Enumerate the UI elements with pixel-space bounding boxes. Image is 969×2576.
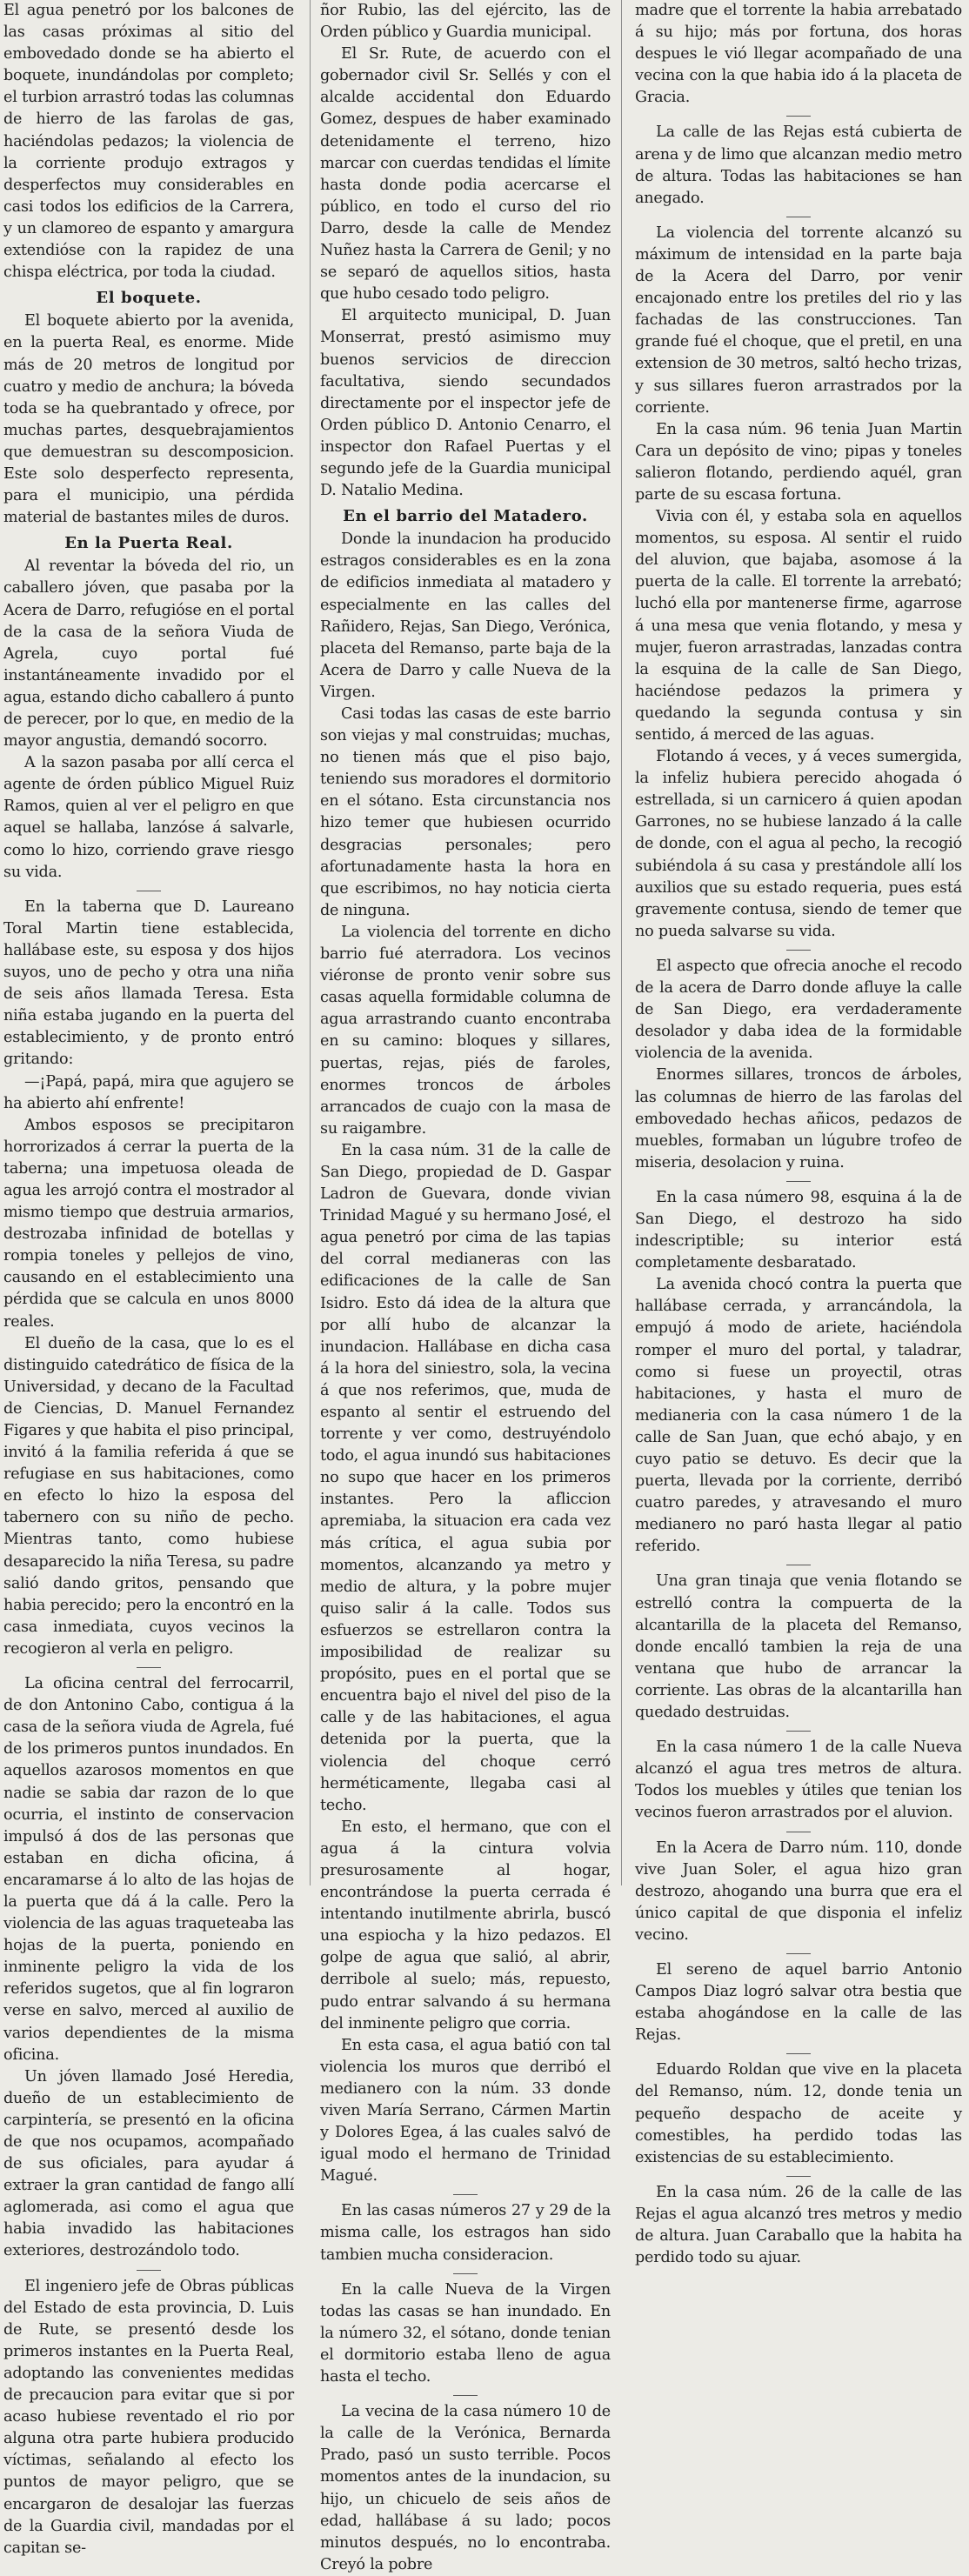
article-paragraph: En la casa número 1 de la calle Nueva alcanzó el agua tres metros de altura. Todos los muebles y útiles que tenian los vecinos fueron arrastrados por el aluvion. xyxy=(635,1738,962,1822)
article-paragraph: En la casa núm. 31 de la calle de San Diego, propiedad de D. Gaspar Ladron de Guevara, donde vivian Trinidad Magué y su hermano José, el agua penetró por cima de las tapias del corral medianeras con las edificaciones de la calle de San Isidro. Esto dá idea de la altura que por allí hubo de alcanzar la inundacion. Hallábase en dicha casa á la hora del siniestro, sola, la vecina á que nos referimos, que, muda de espanto al sentir el estruendo del torrente y ver como, destruyéndolo todo, el agua inundó sus habitaciones no supo que hacer en los primeros instantes. Pero la afliccion apremiaba, la situacion era cada vez más crítica, el agua subia por momentos, alcanzando ya metro y medio de altura, y la pobre mujer quiso salir á la calle. Todos sus esfuerzos se estrellaron contra la imposibilidad de realizar su propósito, pues en el portal que se encuentra bajo el nivel del piso de la calle y de las habitaciones, el agua detenida por la puerta, que la violencia del choque cerró herméticamente, llegaba casi al techo. xyxy=(320,1141,611,1814)
article-paragraph: A la sazon pasaba por allí cerca el agente de órden público Miguel Ruiz Ramos, quien al ver el peligro en que aquel se hallaba, lanzóse á salvarle, como lo hizo, corriendo grave riesgo su vida. xyxy=(3,754,294,881)
article-paragraph: Eduardo Roldan que vive en la placeta del Remanso, núm. 12, donde tenia un pequeño despacho de aceite y comestibles, ha perdido todas las existencias de su establecimiento. xyxy=(635,2061,962,2166)
article-paragraph: La violencia del torrente alcanzó su máximum de intensidad en la parte baja de la Acera del Darro, por venir encajonado entre los pretiles del rio y las fachadas de las construcciones. Tan grande fué el choque, que el pretil, en una extension de 30 metros, saltó hecho trizas, y sus sillares fueron arrastrados por la corriente. xyxy=(635,224,962,417)
section-separator xyxy=(786,1731,811,1732)
article-paragraph: Un jóven llamado José Heredia, dueño de un establecimiento de carpintería, se presentó en la oficina de que nos ocupamos, acompañado de sus oficiales, para ayudar á extraer la gran cantidad de fango allí aglomerada, asi como el agua que habia invadido las habitaciones exteriores, destrozándolo todo. xyxy=(3,2067,294,2260)
section-separator xyxy=(786,1953,811,1954)
article-paragraph: Donde la inundacion ha producido estragos considerables es en la zona de edificios inmediata al matadero y especialmente en las calles del Rañidero, Rejas, San Diego, Verónica, placeta del Remanso, parte baja de la Acera de Darro y calle Nueva de la Virgen. xyxy=(320,531,611,701)
section-separator xyxy=(786,2176,811,2177)
section-separator xyxy=(786,116,811,117)
article-paragraph: En las casas números 27 y 29 de la misma calle, los estragos han sido tambien mucha consideracion. xyxy=(320,2202,611,2264)
article-paragraph: El aspecto que ofrecia anoche el recodo de la acera de Darro donde afluye la calle de San Diego, era verdaderamente desolador y daba idea de la formidable violencia de la avenida. xyxy=(635,957,962,1063)
section-separator xyxy=(453,2395,478,2396)
article-paragraph: Casi todas las casas de este barrio son viejas y mal construidas; muchas, no tienen más que el piso bajo, teniendo sus moradores el dormitorio en el sótano. Esta circunstancia nos hizo temer que hubiesen ocurrido desgracias personales; pero afortunadamente hasta la hora en que escribimos, no hay noticia cierta de ninguna. xyxy=(320,705,611,919)
section-separator xyxy=(786,1181,811,1182)
section-separator xyxy=(786,2053,811,2054)
article-paragraph: El agua penetró por los balcones de las casas próximas al sitio del embovedado donde se ha abierto el boquete, inundándolas por completo; el turbion arrastró todas las columnas de hierro de las farolas de gas, haciéndolas pedazos; la violencia de la corriente produjo extragos y desperfectos muy considerables en casi todos los edificios de la Carrera, y un clamoreo de espanto y amargura extendióse con la rapidez de una chispa eléctrica, por toda la ciudad. xyxy=(3,2,294,282)
article-paragraph: En la Acera de Darro núm. 110, donde vive Juan Soler, el agua hizo gran destrozo, ahogando una burra que era el único capital de que disponia el infeliz vecino. xyxy=(635,1839,962,1944)
article-paragraph: madre que el torrente la habia arrebatado á su hijo; más por fortuna, dos horas despues le vió llegar acompañado de una vecina con la que habia ido á la placeta de Gracia. xyxy=(635,2,962,107)
article-paragraph: Una gran tinaja que venia flotando se estrelló contra la compuerta de la alcantarilla de la placeta del Remanso, donde encalló tambien la reja de una ventana que hubo de arrancar la corriente. Las obras de la alcantarilla han quedado destruidas. xyxy=(635,1572,962,1722)
article-paragraph: La vecina de la casa número 10 de la calle de la Verónica, Bernarda Prado, pasó un susto terrible. Pocos momentos antes de la inundacion, su hijo, un chicuelo de seis años de edad, hallábase á su lado; pocos minutos después, no lo encontraba. Creyó la pobre xyxy=(320,2403,611,2573)
article-paragraph: Al reventar la bóveda del rio, un caballero jóven, que pasaba por la Acera de Darro, refugióse en el portal de la casa de la señora Viuda de Agrela, cuyo portal fué instantáneamente invadido por el agua, estando dicho caballero á punto de perecer, por lo que, en medio de la mayor angustia, demandó socorro. xyxy=(3,557,294,751)
section-separator xyxy=(137,1667,161,1668)
article-paragraph: El ingeniero jefe de Obras públicas del Estado de esta provincia, D. Luis de Rute, se presentó desde los primeros instantes en la Puerta Real, adoptando las convenientes medidas de precaucion para evitar que si por acaso hubiese reventado el rio por alguna otra parte hubiera producido víctimas, señalando al efecto los puntos de mayor peligro, que se encargaron de desalojar las fuerzas de la Guardia civil, mandadas por el capitan se- xyxy=(3,2277,294,2557)
article-paragraph: Enormes sillares, troncos de árboles, las columnas de hierro de las farolas del embovedado hechas añicos, pedazos de muebles, formaban un lúgubre trofeo de miseria, desolacion y ruina. xyxy=(635,1066,962,1171)
section-heading: En la Puerta Real. xyxy=(64,534,233,553)
article-paragraph: —¡Papá, papá, mira que agujero se ha abierto ahí enfrente! xyxy=(3,1072,294,1112)
article-paragraph: El Sr. Rute, de acuerdo con el gobernador civil Sr. Sellés y con el alcalde accidental don Eduardo Gomez, despues de haber examinado detenidamente el terreno, hizo marcar con cuerdas tendidas el límite hasta donde podia acercarse el público, en todo el curso del rio Darro, desde la calle de Mendez Nuñez hasta la Carrera de Genil; y no se separó de aquellos sitios, hasta que hubo cesado todo peligro. xyxy=(320,45,611,304)
article-paragraph: La calle de las Rejas está cubierta de arena y de limo que alcanzan medio metro de altura. Todas las habitaciones se han anegado. xyxy=(635,123,962,207)
section-separator xyxy=(786,950,811,951)
article-paragraph: La violencia del torrente en dicho barrio fué aterradora. Los vecinos viéronse de pronto venir sobre sus casas aquella formidable columna de agua arrastrando cuanto encontraba en su camino: bloques y sillares, puertas, rejas, piés de faroles, enormes troncos de árboles arrancados de cuajo con la masa de su raigambre. xyxy=(320,923,611,1138)
section-heading: En el barrio del Matadero. xyxy=(343,507,588,526)
column-rule-1 xyxy=(310,0,311,1885)
section-heading: El boquete. xyxy=(96,289,202,308)
section-separator xyxy=(453,2273,478,2274)
section-separator xyxy=(137,2270,161,2271)
article-paragraph: El arquitecto municipal, D. Juan Monserrat, prestó asimismo muy buenos servicios de direccion facultativa, siendo secundados directamente por el inspector jefe de Orden público D. Antonio Cenarro, el inspector don Rafael Puertas y el segundo jefe de la Guardia municipal D. Natalio Medina. xyxy=(320,307,611,500)
article-paragraph: Ambos esposos se precipitaron horrorizados á cerrar la puerta de la taberna; una impetuosa oleada de agua les arrojó contra el mostrador al mismo tiempo que destruia armarios, destrozaba infinidad de botellas y rompia toneles y pellejos de vino, causando en el establecimiento una pérdida que se calcula en unos 8000 reales. xyxy=(3,1116,294,1331)
column-2 xyxy=(313,0,619,2573)
article-paragraph: La avenida chocó contra la puerta que hallábase cerrada, y arrancándola, la empujó á modo de ariete, haciéndola romper el muro del portal, y taladrar, como si fuese un proyectil, otras habitaciones, y hasta el muro de medianeria con la casa número 1 de la calle de San Juan, que echó abajo, y en cuyo patio se detuvo. Es decir que la puerta, llevada por la corriente, derribó cuatro paredes, y atravesando el muro medianero no paró hasta llegar al patio referido. xyxy=(635,1276,962,1556)
article-paragraph: El sereno de aquel barrio Antonio Campos Diaz logró salvar otra bestia que estaba ahogándose en la calle de las Rejas. xyxy=(635,1960,962,2045)
article-paragraph: El boquete abierto por la avenida, en la puerta Real, es enorme. Mide más de 20 metros de longitud por cuatro y medio de anchura; la bóveda toda se ha quebrantado y ofrece, por muchas partes, desquebrajamientos que demuestran su descomposicion. Este solo desperfecto representa, para el municipio, una pérdida material de bastantes miles de duros. xyxy=(3,312,294,527)
article-paragraph: ñor Rubio, las del ejército, las de Orden público y Guardia municipal. xyxy=(320,2,611,42)
article-paragraph: En la calle Nueva de la Virgen todas las casas se han inundado. En la número 32, el sótano, donde tenian el dormitorio estaba lleno de agua hasta el techo. xyxy=(320,2280,611,2386)
column-1 xyxy=(0,0,306,2557)
article-paragraph: En la taberna que D. Laureano Toral Martin tiene establecida, hallábase este, su esposa y dos hijos suyos, uno de pecho y otra una niña de seis años llamada Teresa. Esta niña estaba jugando en la puerta del establecimiento, y de pronto entró gritando: xyxy=(3,898,294,1069)
column-3 xyxy=(625,0,969,2267)
section-separator xyxy=(453,2194,478,2195)
article-paragraph: En la casa núm. 26 de la calle de las Rejas el agua alcanzó tres metros y medio de altura. Juan Caraballo que la habita ha perdido todo su ajuar. xyxy=(635,2183,962,2267)
article-paragraph: En esta casa, el agua batió con tal violencia los muros que derribó el medianero con la núm. 33 donde viven María Serrano, Cármen Martin y Dolores Egea, á las cuales salvó de igual modo el hermano de Trinidad Magué. xyxy=(320,2036,611,2186)
article-paragraph: El dueño de la casa, que lo es el distinguido catedrático de física de la Universidad, y decano de la Facultad de Ciencias, D. Manuel Fernandez Figares y que habita el piso principal, invitó á la familia referida á que se refugiase en sus habitaciones, como en efecto lo hizo la esposa del tabernero con su niño de pecho. Mientras tanto, como hubiese desaparecido la niña Teresa, su padre salió dando gritos, pensando que habia perecido; pero la encontró en la casa inmediata, cuyos vecinos la recogieron al verla en peligro. xyxy=(3,1334,294,1658)
article-paragraph: Vivia con él, y estaba sola en aquellos momentos, su esposa. Al sentir el ruido del aluvion, que bajaba, asomose á la puerta de la calle. El torrente la arrebató; luchó ella por mantenerse firme, agarrose á una mesa que venia flotando, y mesa y mujer, fueron arrastradas, lanzadas contra la esquina de la calle de San Diego, haciéndose pedazos la primera y quedando la segunda contusa y sin sentido, á merced de las aguas. xyxy=(635,508,962,744)
article-paragraph: En la casa número 98, esquina á la de San Diego, el destrozo ha sido indescriptible; su interior está completamente desbaratado. xyxy=(635,1188,962,1272)
column-rule-2 xyxy=(621,0,622,1885)
article-paragraph: En la casa núm. 96 tenia Juan Martin Cara un depósito de vino; pipas y toneles salieron flotando, perdiendo aquél, gran parte de su escasa fortuna. xyxy=(635,420,962,504)
article-paragraph: Flotando á veces, y á veces sumergida, la infeliz hubiera perecido ahogada ó estrellada, si un carnicero á quien apodan Garrones, no se hubiese lanzado á la calle de donde, con el agua al pecho, la recogió subiéndola á su casa y prestándole allí los auxilios que su estado requeria, pues está gravemente contusa, siendo de temer que no pueda salvarse su vida. xyxy=(635,748,962,940)
article-paragraph: En esto, el hermano, que con el agua á la cintura volvia presurosamente al hogar, encontrándose la puerta cerrada é intentando inutilmente abrirla, buscó una espiocha y la hizo pedazos. El golpe de agua que salió, al abrir, derribole al suelo; más, repuesto, pudo entrar salvando á su hermana del inminente peligro que corria. xyxy=(320,1818,611,2032)
article-paragraph: La oficina central del ferrocarril, de don Antonino Cabo, contigua á la casa de la señora viuda de Agrela, fué de los primeros puntos inundados. En aquellos azarosos momentos en que nadie se sabia dar razon de lo que ocurria, el instinto de conservacion impulsó á dos de las personas que estaban en dicha oficina, á encaramarse á lo alto de las hojas de la puerta que dá á la calle. Pero la violencia de las aguas traqueteaba las hojas de la puerta, poniendo en inminente peligro la vida de los referidos sugetos, que al fin lograron verse en salvo, merced al auxilio de varios dependientes de la misma oficina. xyxy=(3,1675,294,2064)
